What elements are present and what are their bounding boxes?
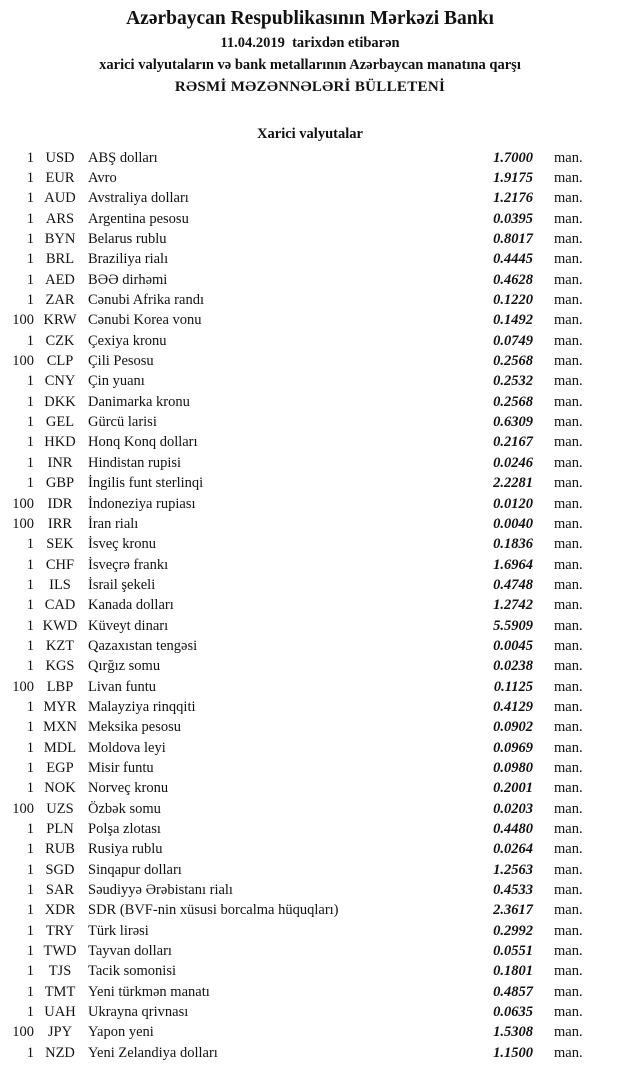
currency-name: Honq Konq dolları xyxy=(88,434,198,451)
currency-name: İndoneziya rupiası xyxy=(88,495,196,512)
currency-code: KWD xyxy=(42,617,78,634)
currency-code: ZAR xyxy=(45,292,75,309)
currency-code: BYN xyxy=(44,231,76,248)
unit-label: man. xyxy=(554,210,583,227)
quantity: 1 xyxy=(26,1044,34,1061)
section-title-foreign-currencies: Xarici valyutalar xyxy=(257,126,363,142)
unit-label: man. xyxy=(554,149,583,166)
currency-code: INR xyxy=(47,454,73,471)
unit-label: man. xyxy=(554,983,583,1000)
rate-value: 0.1836 xyxy=(493,536,533,553)
currency-code: CAD xyxy=(44,597,76,614)
currency-name: Türk lirəsi xyxy=(88,922,149,939)
bank-title: Azərbaycan Respublikasının Mərkəzi Bankı xyxy=(126,8,494,29)
quantity: 1 xyxy=(26,454,34,471)
currency-name: Belarus rublu xyxy=(88,231,167,248)
unit-label: man. xyxy=(554,719,583,736)
rate-row xyxy=(0,657,620,677)
currency-code: GBP xyxy=(45,475,75,492)
rate-value: 5.5909 xyxy=(493,617,533,634)
currency-name: Misir funtu xyxy=(88,759,154,776)
rate-row xyxy=(0,575,620,595)
unit-label: man. xyxy=(554,495,583,512)
quantity: 100 xyxy=(12,678,34,695)
currency-name: Avstraliya dolları xyxy=(88,190,189,207)
currency-name: Yeni türkmən manatı xyxy=(88,983,210,1000)
unit-label: man. xyxy=(554,271,583,288)
currency-code: EUR xyxy=(45,170,75,187)
quantity: 1 xyxy=(26,475,34,492)
unit-label: man. xyxy=(554,739,583,756)
unit-label: man. xyxy=(554,434,583,451)
unit-label: man. xyxy=(554,312,583,329)
unit-label: man. xyxy=(554,414,583,431)
rate-value: 0.4480 xyxy=(493,821,533,838)
currency-name: Hindistan rupisi xyxy=(88,454,182,471)
currency-code: PLN xyxy=(46,821,74,838)
currency-name: Səudiyyə Ərəbistanı rialı xyxy=(88,882,233,899)
currency-code: IDR xyxy=(47,495,73,512)
unit-label: man. xyxy=(554,190,583,207)
rate-value: 0.4857 xyxy=(493,983,533,1000)
rate-row xyxy=(0,209,620,229)
unit-label: man. xyxy=(554,861,583,878)
unit-label: man. xyxy=(554,759,583,776)
currency-code: UZS xyxy=(46,800,74,817)
currency-name: İsrail şekeli xyxy=(88,576,156,593)
currency-code: UAH xyxy=(44,1004,76,1021)
rate-value: 0.0246 xyxy=(493,454,533,471)
unit-label: man. xyxy=(554,637,583,654)
rate-value: 1.5308 xyxy=(493,1024,533,1041)
rate-row xyxy=(0,921,620,941)
rate-value: 0.4628 xyxy=(493,271,533,288)
unit-label: man. xyxy=(554,576,583,593)
unit-label: man. xyxy=(554,515,583,532)
currency-name: Livan funtu xyxy=(88,678,157,695)
currency-name: Özbək somu xyxy=(88,800,161,817)
unit-label: man. xyxy=(554,800,583,817)
unit-label: man. xyxy=(554,1044,583,1061)
quantity: 1 xyxy=(26,271,34,288)
currency-name: Qazaxıstan tengəsi xyxy=(88,637,198,654)
quantity: 1 xyxy=(26,861,34,878)
currency-code: CLP xyxy=(46,353,74,370)
currency-code: KGS xyxy=(45,658,75,675)
rate-row xyxy=(0,1023,620,1043)
rate-value: 0.4533 xyxy=(493,882,533,899)
rate-row xyxy=(0,697,620,717)
currency-code: XDR xyxy=(44,902,76,919)
unit-label: man. xyxy=(554,332,583,349)
unit-label: man. xyxy=(554,882,583,899)
currency-name: Malayziya rinqqiti xyxy=(88,698,196,715)
rate-row xyxy=(0,535,620,555)
rate-row xyxy=(0,779,620,799)
quantity: 1 xyxy=(26,190,34,207)
rate-value: 0.6309 xyxy=(493,414,533,431)
rate-row xyxy=(0,270,620,290)
quantity: 1 xyxy=(26,902,34,919)
quantity: 1 xyxy=(26,576,34,593)
quantity: 1 xyxy=(26,373,34,390)
unit-label: man. xyxy=(554,353,583,370)
quantity: 1 xyxy=(26,658,34,675)
quantity: 100 xyxy=(12,800,34,817)
currency-name: Moldova leyi xyxy=(88,739,166,756)
currency-name: Danimarka kronu xyxy=(88,393,190,410)
currency-code: USD xyxy=(45,149,75,166)
currency-code: KRW xyxy=(43,312,77,329)
unit-label: man. xyxy=(554,943,583,960)
rate-value: 0.8017 xyxy=(493,231,533,248)
currency-name: Küveyt dinarı xyxy=(88,617,169,634)
currency-name: Norveç kronu xyxy=(88,780,169,797)
rate-value: 0.0969 xyxy=(493,739,533,756)
rate-value: 0.0980 xyxy=(493,759,533,776)
quantity: 1 xyxy=(26,170,34,187)
unit-label: man. xyxy=(554,1004,583,1021)
currency-name: Cənubi Afrika randı xyxy=(88,292,204,309)
rate-value: 0.0635 xyxy=(493,1004,533,1021)
unit-label: man. xyxy=(554,698,583,715)
currency-code: SGD xyxy=(45,861,75,878)
rate-value: 0.0040 xyxy=(493,515,533,532)
currency-name: Sinqapur dolları xyxy=(88,861,182,878)
rate-row xyxy=(0,168,620,188)
quantity: 1 xyxy=(26,434,34,451)
rate-value: 1.2176 xyxy=(493,190,533,207)
rate-row xyxy=(0,412,620,432)
rate-value: 0.0551 xyxy=(493,943,533,960)
rate-row xyxy=(0,962,620,982)
quantity: 1 xyxy=(26,332,34,349)
currency-code: CZK xyxy=(45,332,75,349)
currency-name: Çili Pesosu xyxy=(88,353,154,370)
unit-label: man. xyxy=(554,393,583,410)
currency-name: Rusiya rublu xyxy=(88,841,163,858)
currency-name: BƏƏ dirhəmi xyxy=(88,271,168,288)
rate-row xyxy=(0,1002,620,1022)
currency-code: MXN xyxy=(43,719,77,736)
rate-value: 0.2532 xyxy=(493,373,533,390)
currency-code: IRR xyxy=(47,515,73,532)
currency-name: ABŞ dolları xyxy=(88,149,158,166)
rate-row xyxy=(0,290,620,310)
quantity: 100 xyxy=(12,353,34,370)
rate-value: 1.7000 xyxy=(493,149,533,166)
rate-value: 0.4748 xyxy=(493,576,533,593)
rate-value: 0.2001 xyxy=(493,780,533,797)
subtitle-line: xarici valyutaların və bank metallarının Azərbaycan manatına qarşı xyxy=(99,57,521,73)
effective-date-line: 11.04.2019 tarixdən etibarən xyxy=(220,35,400,51)
rate-row xyxy=(0,1043,620,1063)
currency-code: TWD xyxy=(43,943,77,960)
unit-label: man. xyxy=(554,780,583,797)
rate-value: 0.0045 xyxy=(493,637,533,654)
unit-label: man. xyxy=(554,292,583,309)
quantity: 1 xyxy=(26,841,34,858)
currency-code: AED xyxy=(45,271,75,288)
rate-row xyxy=(0,514,620,534)
currency-code: LBP xyxy=(46,678,74,695)
quantity: 100 xyxy=(12,495,34,512)
rate-value: 0.1125 xyxy=(493,678,533,695)
currency-name: İsveç kronu xyxy=(88,536,157,553)
currency-name: Polşa zlotası xyxy=(88,821,161,838)
rate-value: 0.0120 xyxy=(493,495,533,512)
quantity: 1 xyxy=(26,414,34,431)
currency-code: AUD xyxy=(44,190,76,207)
quantity: 1 xyxy=(26,617,34,634)
rates-table xyxy=(0,148,620,1063)
currency-name: Meksika pesosu xyxy=(88,719,182,736)
rate-row xyxy=(0,819,620,839)
rate-row xyxy=(0,718,620,738)
quantity: 100 xyxy=(12,312,34,329)
rate-row xyxy=(0,453,620,473)
rate-value: 0.2568 xyxy=(493,353,533,370)
currency-name: Ukrayna qrivnası xyxy=(88,1004,189,1021)
currency-name: İsveçrə frankı xyxy=(88,556,169,573)
quantity: 1 xyxy=(26,739,34,756)
rate-value: 0.0264 xyxy=(493,841,533,858)
quantity: 1 xyxy=(26,821,34,838)
rate-row xyxy=(0,860,620,880)
currency-name: Braziliya rialı xyxy=(88,251,169,268)
currency-code: TRY xyxy=(45,922,75,939)
rate-row xyxy=(0,392,620,412)
unit-label: man. xyxy=(554,902,583,919)
currency-name: Tayvan dolları xyxy=(88,943,172,960)
rate-row xyxy=(0,596,620,616)
rate-value: 0.0238 xyxy=(493,658,533,675)
rate-row xyxy=(0,758,620,778)
currency-name: Gürcü larisi xyxy=(88,414,157,431)
quantity: 1 xyxy=(26,922,34,939)
currency-code: BRL xyxy=(45,251,75,268)
rate-value: 0.2167 xyxy=(493,434,533,451)
currency-name: Yeni Zelandiya dolları xyxy=(88,1044,218,1061)
currency-name: İngilis funt sterlinqi xyxy=(88,475,204,492)
rate-row xyxy=(0,941,620,961)
currency-name: Yapon yeni xyxy=(88,1024,154,1041)
currency-code: DKK xyxy=(44,393,76,410)
quantity: 1 xyxy=(26,393,34,410)
currency-name: Çin yuanı xyxy=(88,373,145,390)
rate-value: 0.1220 xyxy=(493,292,533,309)
rate-row xyxy=(0,148,620,168)
rate-row xyxy=(0,311,620,331)
unit-label: man. xyxy=(554,658,583,675)
unit-label: man. xyxy=(554,1024,583,1041)
rate-value: 0.0203 xyxy=(493,800,533,817)
currency-code: ILS xyxy=(49,576,71,593)
rate-row xyxy=(0,250,620,270)
quantity: 1 xyxy=(26,536,34,553)
currency-name: Argentina pesosu xyxy=(88,210,189,227)
currency-code: NOK xyxy=(44,780,76,797)
bulletin-header xyxy=(0,6,620,98)
rate-value: 0.0749 xyxy=(493,332,533,349)
bulletin-title: RƏSMİ MƏZƏNNƏLƏRİ BÜLLETENİ xyxy=(174,79,446,95)
unit-label: man. xyxy=(554,475,583,492)
currency-code: ARS xyxy=(45,210,75,227)
rate-row xyxy=(0,372,620,392)
currency-code: MYR xyxy=(43,698,77,715)
rate-value: 0.2992 xyxy=(493,922,533,939)
quantity: 1 xyxy=(26,759,34,776)
quantity: 1 xyxy=(26,251,34,268)
currency-name: Avro xyxy=(88,170,117,187)
quantity: 100 xyxy=(12,515,34,532)
quantity: 1 xyxy=(26,597,34,614)
rate-value: 1.1500 xyxy=(493,1044,533,1061)
rate-value: 0.0902 xyxy=(493,719,533,736)
currency-name: Qırğız somu xyxy=(88,658,161,675)
unit-label: man. xyxy=(554,841,583,858)
quantity: 1 xyxy=(26,556,34,573)
rate-row xyxy=(0,433,620,453)
currency-code: NZD xyxy=(45,1044,75,1061)
currency-name: Kanada dolları xyxy=(88,597,174,614)
rate-row xyxy=(0,880,620,900)
currency-code: CHF xyxy=(45,556,75,573)
quantity: 1 xyxy=(26,698,34,715)
unit-label: man. xyxy=(554,963,583,980)
quantity: 1 xyxy=(26,719,34,736)
currency-name: SDR (BVF-nin xüsusi borcalma hüquqları) xyxy=(88,902,339,919)
currency-name: Çexiya kronu xyxy=(88,332,167,349)
currency-code: EGP xyxy=(46,759,74,776)
rate-value: 0.1801 xyxy=(493,963,533,980)
quantity: 1 xyxy=(26,1004,34,1021)
currency-code: MDL xyxy=(43,739,77,756)
rate-row xyxy=(0,616,620,636)
rate-row xyxy=(0,636,620,656)
currency-code: JPY xyxy=(47,1024,73,1041)
currency-code: KZT xyxy=(45,637,75,654)
rate-value: 1.6964 xyxy=(493,556,533,573)
rate-value: 1.9175 xyxy=(493,170,533,187)
rate-value: 0.2568 xyxy=(493,393,533,410)
rate-value: 0.4445 xyxy=(493,251,533,268)
rate-row xyxy=(0,494,620,514)
unit-label: man. xyxy=(554,454,583,471)
rate-row xyxy=(0,982,620,1002)
currency-name: Cənubi Korea vonu xyxy=(88,312,202,329)
quantity: 1 xyxy=(26,780,34,797)
unit-label: man. xyxy=(554,251,583,268)
unit-label: man. xyxy=(554,170,583,187)
unit-label: man. xyxy=(554,231,583,248)
quantity: 1 xyxy=(26,882,34,899)
rate-row xyxy=(0,331,620,351)
unit-label: man. xyxy=(554,373,583,390)
rate-value: 2.3617 xyxy=(493,902,533,919)
unit-label: man. xyxy=(554,821,583,838)
unit-label: man. xyxy=(554,536,583,553)
rate-row xyxy=(0,555,620,575)
rate-value: 0.4129 xyxy=(493,698,533,715)
currency-name: Tacik somonisi xyxy=(88,963,176,980)
quantity: 1 xyxy=(26,231,34,248)
quantity: 1 xyxy=(26,983,34,1000)
unit-label: man. xyxy=(554,556,583,573)
quantity: 1 xyxy=(26,943,34,960)
currency-code: TMT xyxy=(44,983,76,1000)
quantity: 1 xyxy=(26,963,34,980)
rate-row xyxy=(0,901,620,921)
currency-name: İran rialı xyxy=(88,515,139,532)
quantity: 1 xyxy=(26,149,34,166)
rate-row xyxy=(0,351,620,371)
rate-row xyxy=(0,799,620,819)
currency-code: RUB xyxy=(45,841,75,858)
quantity: 1 xyxy=(26,210,34,227)
currency-code: SAR xyxy=(45,882,75,899)
unit-label: man. xyxy=(554,922,583,939)
rate-row xyxy=(0,677,620,697)
currency-code: GEL xyxy=(45,414,75,431)
currency-code: HKD xyxy=(44,434,76,451)
rate-value: 1.2563 xyxy=(493,861,533,878)
rate-value: 0.0395 xyxy=(493,210,533,227)
unit-label: man. xyxy=(554,597,583,614)
rate-value: 0.1492 xyxy=(493,312,533,329)
unit-label: man. xyxy=(554,678,583,695)
quantity: 100 xyxy=(12,1024,34,1041)
currency-code: TJS xyxy=(48,963,72,980)
currency-code: SEK xyxy=(46,536,74,553)
rate-row xyxy=(0,738,620,758)
rate-value: 1.2742 xyxy=(493,597,533,614)
rate-row xyxy=(0,840,620,860)
currency-code: CNY xyxy=(44,373,76,390)
rate-row xyxy=(0,189,620,209)
unit-label: man. xyxy=(554,617,583,634)
quantity: 1 xyxy=(26,292,34,309)
rate-row xyxy=(0,474,620,494)
rate-row xyxy=(0,229,620,249)
quantity: 1 xyxy=(26,637,34,654)
rate-value: 2.2281 xyxy=(493,475,533,492)
